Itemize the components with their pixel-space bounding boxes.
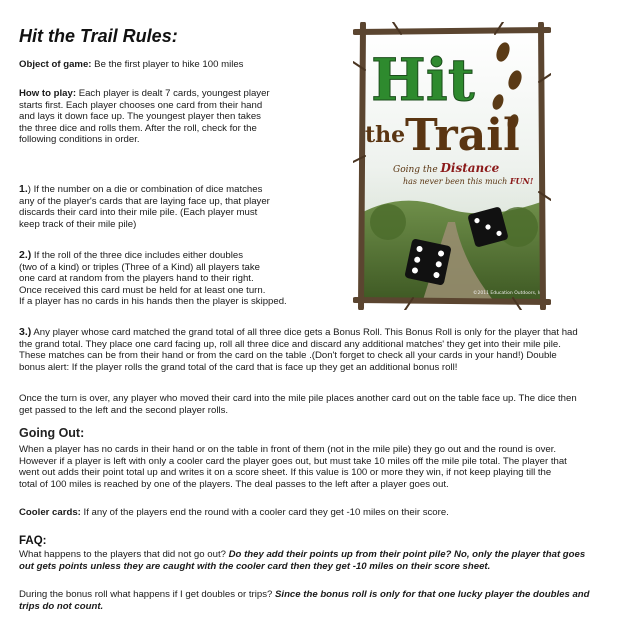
cooler-text: If any of the players end the round with a cooler card they get -10 miles on their score.: [80, 507, 449, 518]
rule-2-paragraph: [19, 250, 287, 308]
rule-1-line: keep track of their mile pile): [19, 218, 137, 230]
rule-3-line: Any player whose card matched the grand total of all three dice gets a Bonus Roll. This Bonus Roll is only for the player that had: [31, 327, 578, 338]
rule-1-line: discards their card into their mile pile. (Each player must: [19, 207, 258, 219]
turn-over-paragraph: [19, 393, 577, 416]
faq-heading: FAQ:: [19, 535, 47, 547]
rule-1-paragraph: [19, 184, 270, 230]
faq-1: [19, 549, 585, 572]
rule-2-line: If a player has no cards in his hands then the player is skipped.: [19, 296, 287, 308]
rule-3-number: 3.): [19, 326, 32, 338]
faq-answer: out gets points unless they are caught with the cooler card then they get -10 miles on their score sheet.: [19, 560, 491, 572]
faq-question: What happens to the players that did not go out?: [19, 549, 229, 560]
poster-the: the: [365, 122, 406, 148]
faq-2: [19, 589, 590, 612]
how-to-play-paragraph: [19, 88, 270, 146]
faq-answer: Since the bonus roll is only for that one lucky player the doubles and: [275, 589, 590, 600]
going-out-line: When a player has no cards in their hand or on the table in front of them (not in the mile pile) they go out and the round is over.: [19, 444, 557, 455]
rule-1-line: ) If the number on a die or combination of dice matches: [27, 184, 263, 195]
faq-question: During the bonus roll what happens if I get doubles or trips?: [19, 589, 275, 600]
rule-1-number: 1.: [19, 183, 28, 195]
rule-3-line: These matches can be from their hand or from the card on the table .(Don't forget to check all your cards in your hand!) Double: [19, 350, 557, 362]
page-title: Hit the Trail Rules:: [19, 26, 178, 46]
object-text: Be the first player to hike 100 miles: [91, 59, 244, 70]
how-to-play-label: How to play:: [19, 88, 77, 99]
cooler-label: Cooler cards:: [19, 507, 81, 518]
going-out-line: total of 100 miles is reached by one of the players. The deal passes to the left after a player goes out.: [19, 478, 449, 490]
how-to-play-line: following conditions in order.: [19, 134, 140, 146]
how-to-play-line: the three dice and rolls them. After the roll, check for the: [19, 122, 257, 134]
how-to-play-line: starts first. Each player chooses one card from their hand: [19, 99, 263, 111]
going-out-line: However if a player is left with only a cooler card the player goes out, but must take 10 miles off the mile pile total. The player that: [19, 455, 567, 467]
cooler-paragraph: [19, 507, 449, 519]
object-label: Object of game:: [19, 59, 92, 70]
rule-3-paragraph: [19, 327, 578, 373]
rule-2-line: If the roll of the three dice includes either doubles: [31, 250, 243, 261]
poster-tagline-1: Going the Distance: [393, 161, 500, 175]
poster-hit: Hit: [371, 46, 475, 114]
poster-tagline-2: has never been this much FUN!: [403, 176, 534, 186]
turn-over-line: get passed to the left and the second player rolls.: [19, 404, 229, 416]
rule-2-line: (two of a kind) or triples (Three of a Kind) all players take: [19, 261, 261, 273]
going-out-line: went out adds their point total up and writes it on a score sheet. If this value is 100 or more they win, if not keep playing till the: [19, 467, 552, 479]
object-paragraph: [19, 59, 243, 71]
going-out-paragraph: [19, 444, 567, 490]
faq-answer: Do they add their points up from their point pile? No, only the player that goes: [228, 549, 586, 560]
faq-answer: trips do not count.: [19, 600, 104, 612]
rule-1-line: any of the player's cards that are laying face up, that player: [19, 195, 270, 207]
game-box-art: [353, 22, 551, 310]
turn-over-line: Once the turn is over, any player who moved their card into the mile pile places another card out on the table face up. The dice then: [19, 393, 577, 404]
rule-3-line: the grand total. They place one card facing up, roll all three dice and discard any additional matches' they get into their mile pile.: [19, 338, 561, 350]
how-to-play-line: Each player is dealt 7 cards, youngest player: [76, 88, 270, 99]
rule-2-number: 2.): [19, 249, 32, 261]
poster-trail: Trail: [405, 110, 520, 161]
going-out-heading: Going Out:: [19, 426, 85, 440]
rule-3-line: bonus alert: If the player rolls the grand total of the card that is face up they get an additional bonus roll!: [19, 361, 458, 373]
how-to-play-line: and lays it down face up. The youngest player then takes: [19, 111, 261, 123]
rule-2-line: Once received this card must be held for at least one turn.: [19, 284, 266, 296]
poster-copyright: ©2011 Education Outdoors, Inc.: [473, 291, 546, 296]
rule-2-line: one card at random from the players hand to their right.: [19, 273, 254, 285]
